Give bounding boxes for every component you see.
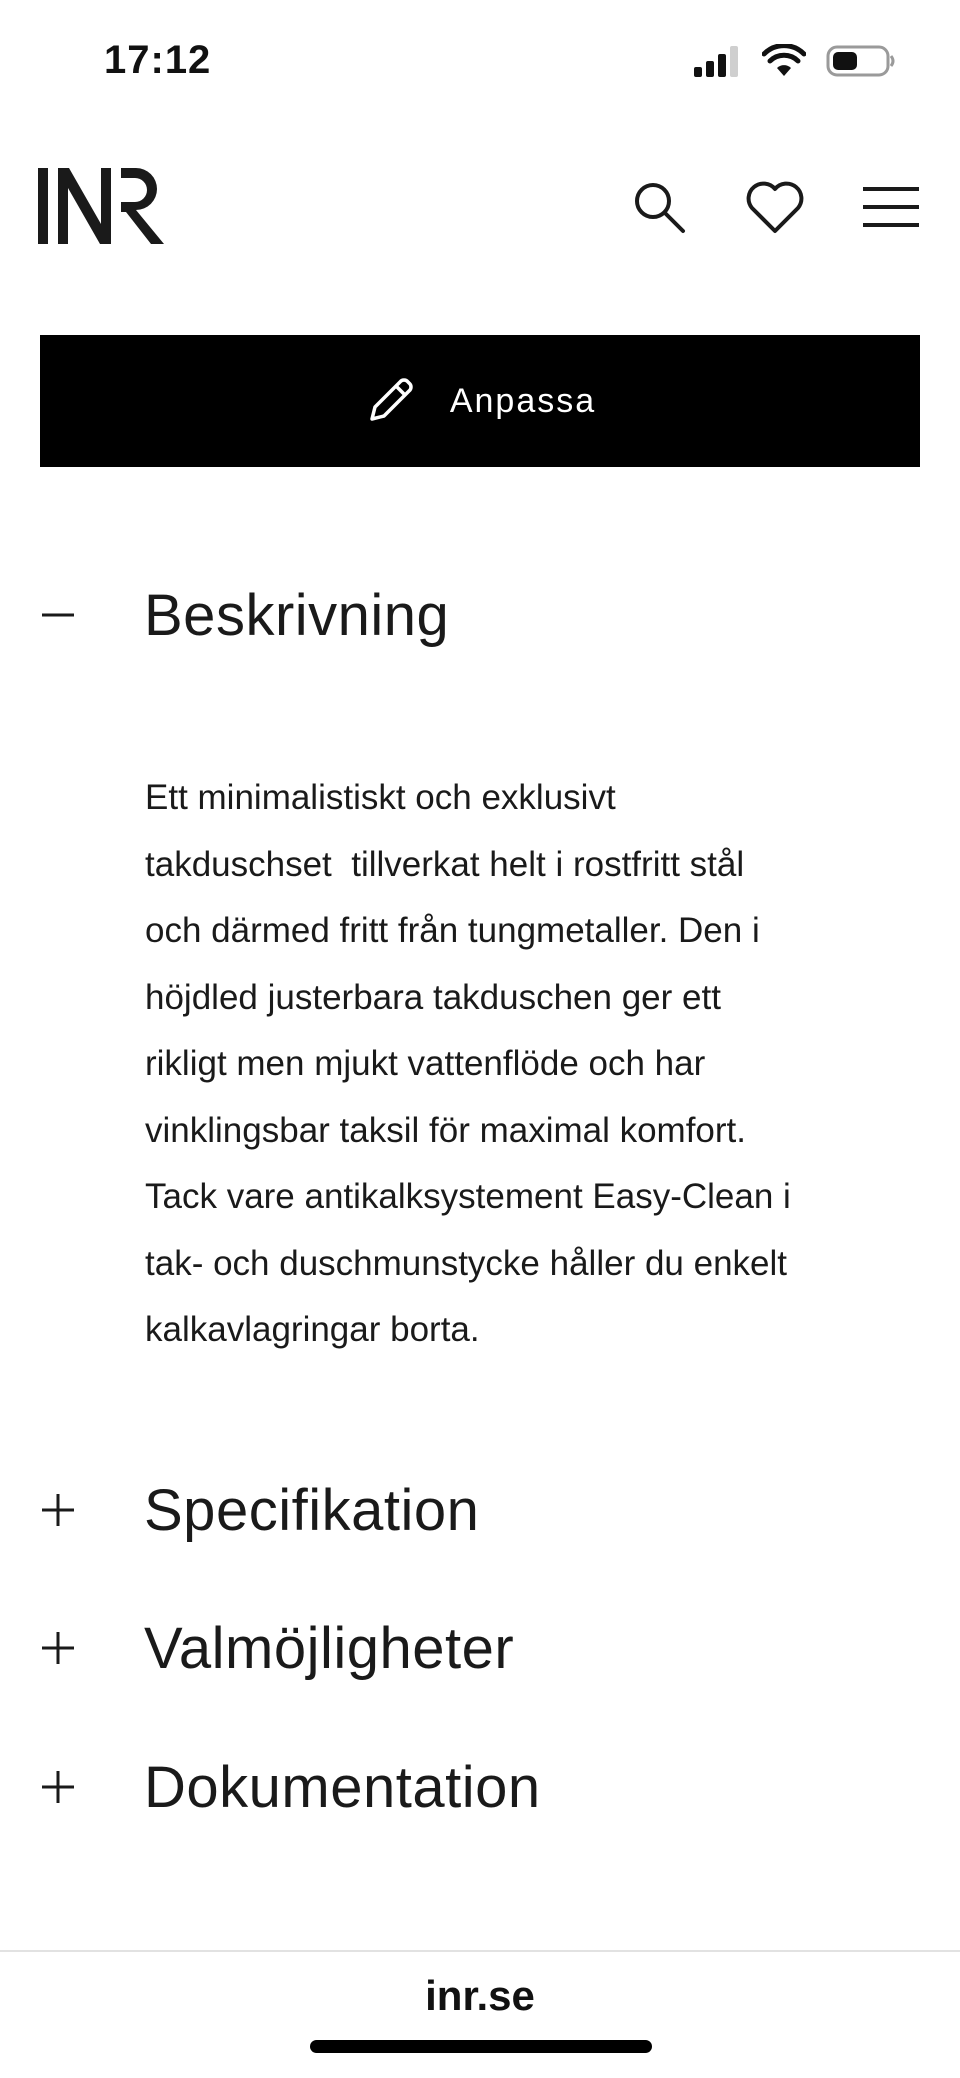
accordion-header-dokumentation[interactable] bbox=[0, 1732, 960, 1842]
accordion-header-specifikation[interactable] bbox=[0, 1455, 960, 1565]
inr-logo[interactable] bbox=[38, 166, 166, 246]
customize-label: Anpassa bbox=[449, 381, 597, 420]
description-line: vinklingsbar taksil för maximal komfort. bbox=[145, 1110, 746, 1150]
signal-icon bbox=[692, 44, 742, 78]
search-icon bbox=[631, 179, 687, 235]
plus-icon bbox=[38, 1490, 78, 1530]
status-time: 17:12 bbox=[104, 38, 212, 82]
description-line: Ett minimalistiskt och exklusivt bbox=[145, 778, 616, 817]
menu-button[interactable] bbox=[860, 176, 922, 238]
status-bar bbox=[0, 0, 960, 120]
site-header bbox=[0, 150, 960, 260]
minus-icon bbox=[38, 595, 78, 635]
address-bar-domain[interactable]: inr.se bbox=[425, 1972, 535, 2019]
accordion-header-beskrivning[interactable] bbox=[0, 560, 960, 670]
battery-icon bbox=[826, 44, 896, 78]
header-actions bbox=[628, 176, 922, 238]
plus-icon bbox=[38, 1628, 78, 1668]
status-icons bbox=[692, 44, 896, 78]
home-indicator bbox=[310, 2040, 652, 2053]
accordion-title: Valmöjligheter bbox=[144, 1615, 515, 1681]
pencil-icon bbox=[364, 375, 416, 427]
wishlist-button[interactable] bbox=[744, 176, 806, 238]
description-line: tak- och duschmunstycke håller du enkelt bbox=[145, 1243, 787, 1283]
accordion-title: Specifikation bbox=[144, 1477, 480, 1543]
description-line: höjdled justerbara takduschen ger ett bbox=[145, 977, 721, 1017]
footer-divider bbox=[0, 1950, 960, 1952]
description-line: och därmed fritt från tungmetaller. Den i bbox=[145, 911, 760, 950]
wifi-icon bbox=[762, 44, 806, 78]
accordion-body-beskrivning bbox=[145, 765, 925, 1364]
customize-button[interactable] bbox=[40, 335, 920, 467]
accordion-header-valmojligheter[interactable] bbox=[0, 1593, 960, 1703]
description-line: kalkavlagringar borta. bbox=[145, 1310, 480, 1349]
description-line: rikligt men mjukt vattenflöde och har bbox=[145, 1044, 706, 1083]
description-line: takduschset tillverkat helt i rostfritt stål bbox=[145, 844, 745, 884]
accordion-title: Dokumentation bbox=[144, 1754, 541, 1820]
search-button[interactable] bbox=[628, 176, 690, 238]
plus-icon bbox=[38, 1767, 78, 1807]
accordion-title: Beskrivning bbox=[144, 582, 450, 648]
menu-icon bbox=[862, 185, 920, 229]
description-line: Tack vare antikalksystement Easy-Clean i bbox=[145, 1177, 791, 1216]
heart-icon bbox=[745, 179, 805, 235]
